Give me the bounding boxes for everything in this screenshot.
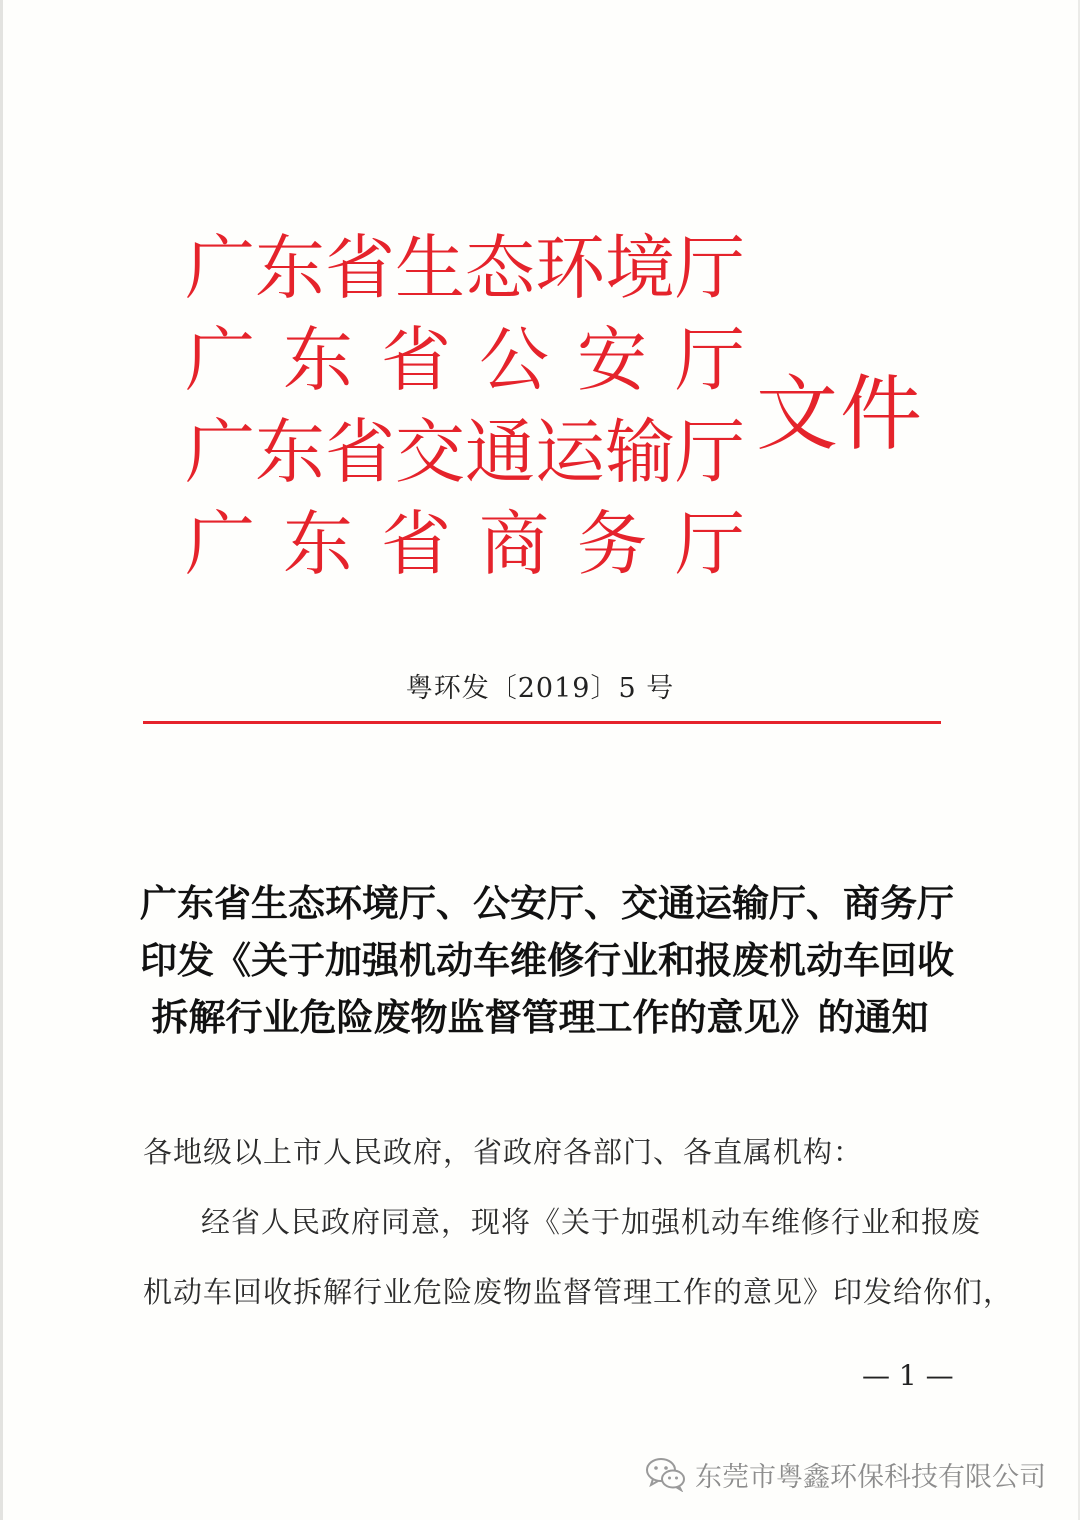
issuer-char: 厅 <box>675 227 745 309</box>
issuer-char: 广 <box>185 411 255 493</box>
issuer-char: 东 <box>283 319 353 401</box>
issuer-char: 省 <box>381 503 451 585</box>
issuer-char: 交 <box>395 411 465 493</box>
salutation: 各地级以上市人民政府，省政府各部门、各直属机构： <box>143 1135 864 1169</box>
issuer-char: 通 <box>465 411 535 493</box>
issuer-char: 运 <box>535 411 605 493</box>
body-paragraph-line-2: 机动车回收拆解行业危险废物监督管理工作的意见》印发给你们， <box>143 1275 1014 1309</box>
issuer-char: 广 <box>185 319 255 401</box>
issuer-char: 安 <box>577 319 647 401</box>
issuer-char: 广 <box>185 503 255 585</box>
issuer-char: 广 <box>185 227 255 309</box>
body-paragraph-line-1: 经省人民政府同意，现将《关于加强机动车维修行业和报废 <box>201 1205 982 1239</box>
issuer-char: 东 <box>255 227 325 309</box>
issuer-char: 省 <box>325 411 395 493</box>
issuer-char: 输 <box>605 411 675 493</box>
issuer-char: 省 <box>381 319 451 401</box>
issuer-char: 境 <box>605 227 675 309</box>
issuer-char: 商 <box>479 503 549 585</box>
issuer-char: 环 <box>535 227 605 309</box>
page-edge-left <box>0 0 3 1520</box>
issuer-line-1 <box>185 228 745 308</box>
document-number: 粤环发〔2019〕5 号 <box>405 673 675 704</box>
title-line-2: 印发《关于加强机动车维修行业和报废机动车回收 <box>140 939 954 982</box>
issuer-line-3 <box>185 412 745 492</box>
issuer-line-2 <box>185 320 745 400</box>
issuer-char: 厅 <box>675 319 745 401</box>
issuer-char: 厅 <box>675 503 745 585</box>
watermark-text: 东莞市粤鑫环保科技有限公司 <box>695 1461 1046 1493</box>
issuer-char: 东 <box>255 411 325 493</box>
issuer-char: 生 <box>395 227 465 309</box>
issuer-line-4 <box>185 504 745 584</box>
document-title <box>140 875 954 1046</box>
issuer-char: 公 <box>479 319 549 401</box>
issuer-char: 东 <box>283 503 353 585</box>
document-suffix-wenjian: 文件 <box>756 367 925 462</box>
page-number: — 1 — <box>862 1359 954 1392</box>
title-line-1: 广东省生态环境厅、公安厅、交通运输厅、商务厅 <box>140 882 954 925</box>
title-line-3: 拆解行业危险废物监督管理工作的意见》的通知 <box>151 996 929 1039</box>
issuer-char: 务 <box>577 503 647 585</box>
watermark <box>645 1452 1046 1496</box>
red-divider-line <box>143 721 941 724</box>
issuer-char: 态 <box>465 227 535 309</box>
issuer-char: 省 <box>325 227 395 309</box>
wechat-icon <box>645 1456 687 1492</box>
issuer-char: 厅 <box>675 411 745 493</box>
